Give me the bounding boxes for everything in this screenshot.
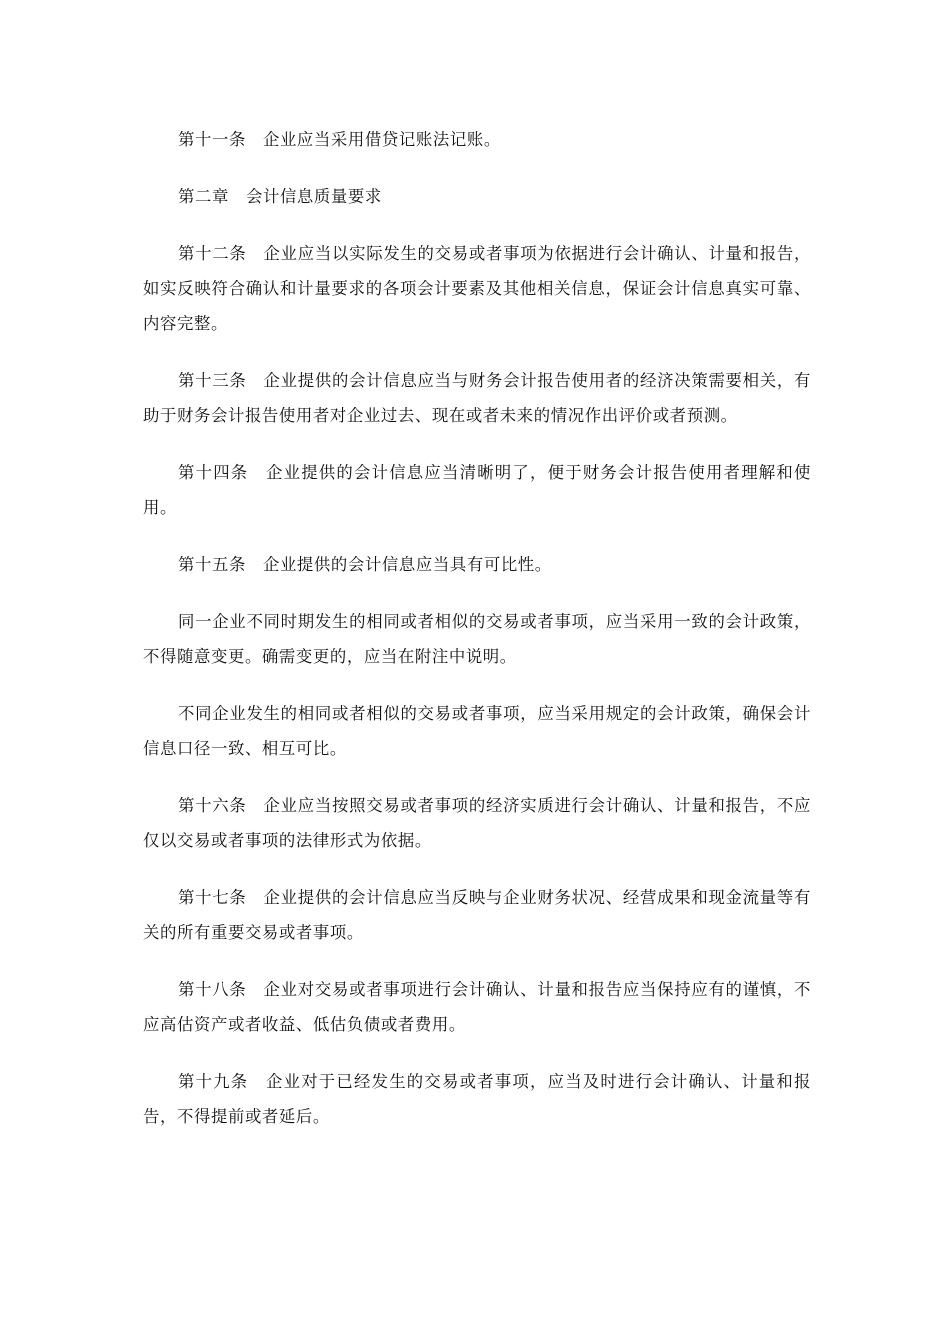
article-12: 第十二条 企业应当以实际发生的交易或者事项为依据进行会计确认、计量和报告，如实反映符合确认和计量要求的各项会计要素及其他相关信息，保证会计信息真实可靠、内容完整。 [143, 244, 811, 333]
article-17: 第十七条 企业提供的会计信息应当反映与企业财务状况、经营成果和现金流量等有关的所有重要交易或者事项。 [143, 888, 811, 942]
chapter-2-heading: 第二章 会计信息质量要求 [178, 187, 382, 206]
article-16: 第十六条 企业应当按照交易或者事项的经济实质进行会计确认、计量和报告，不应仅以交易或者事项的法律形式为依据。 [143, 796, 811, 850]
document-page [143, 122, 811, 1156]
article-11: 第十一条 企业应当采用借贷记账法记账。 [178, 130, 501, 149]
article-15-clause-1: 同一企业不同时期发生的相同或者相似的交易或者事项，应当采用一致的会计政策，不得随意变更。确需变更的，应当在附注中说明。 [143, 612, 811, 666]
article-18: 第十八条 企业对交易或者事项进行会计确认、计量和报告应当保持应有的谨慎，不应高估资产或者收益、低估负债或者费用。 [143, 980, 811, 1034]
article-13: 第十三条 企业提供的会计信息应当与财务会计报告使用者的经济决策需要相关，有助于财务会计报告使用者对企业过去、现在或者未来的情况作出评价或者预测。 [143, 371, 811, 425]
article-15-clause-2: 不同企业发生的相同或者相似的交易或者事项，应当采用规定的会计政策，确保会计信息口径一致、相互可比。 [143, 704, 811, 758]
article-19: 第十九条 企业对于已经发生的交易或者事项，应当及时进行会计确认、计量和报告，不得提前或者延后。 [143, 1072, 811, 1126]
article-15: 第十五条 企业提供的会计信息应当具有可比性。 [178, 555, 552, 574]
article-14: 第十四条 企业提供的会计信息应当清晰明了，便于财务会计报告使用者理解和使用。 [143, 463, 811, 517]
